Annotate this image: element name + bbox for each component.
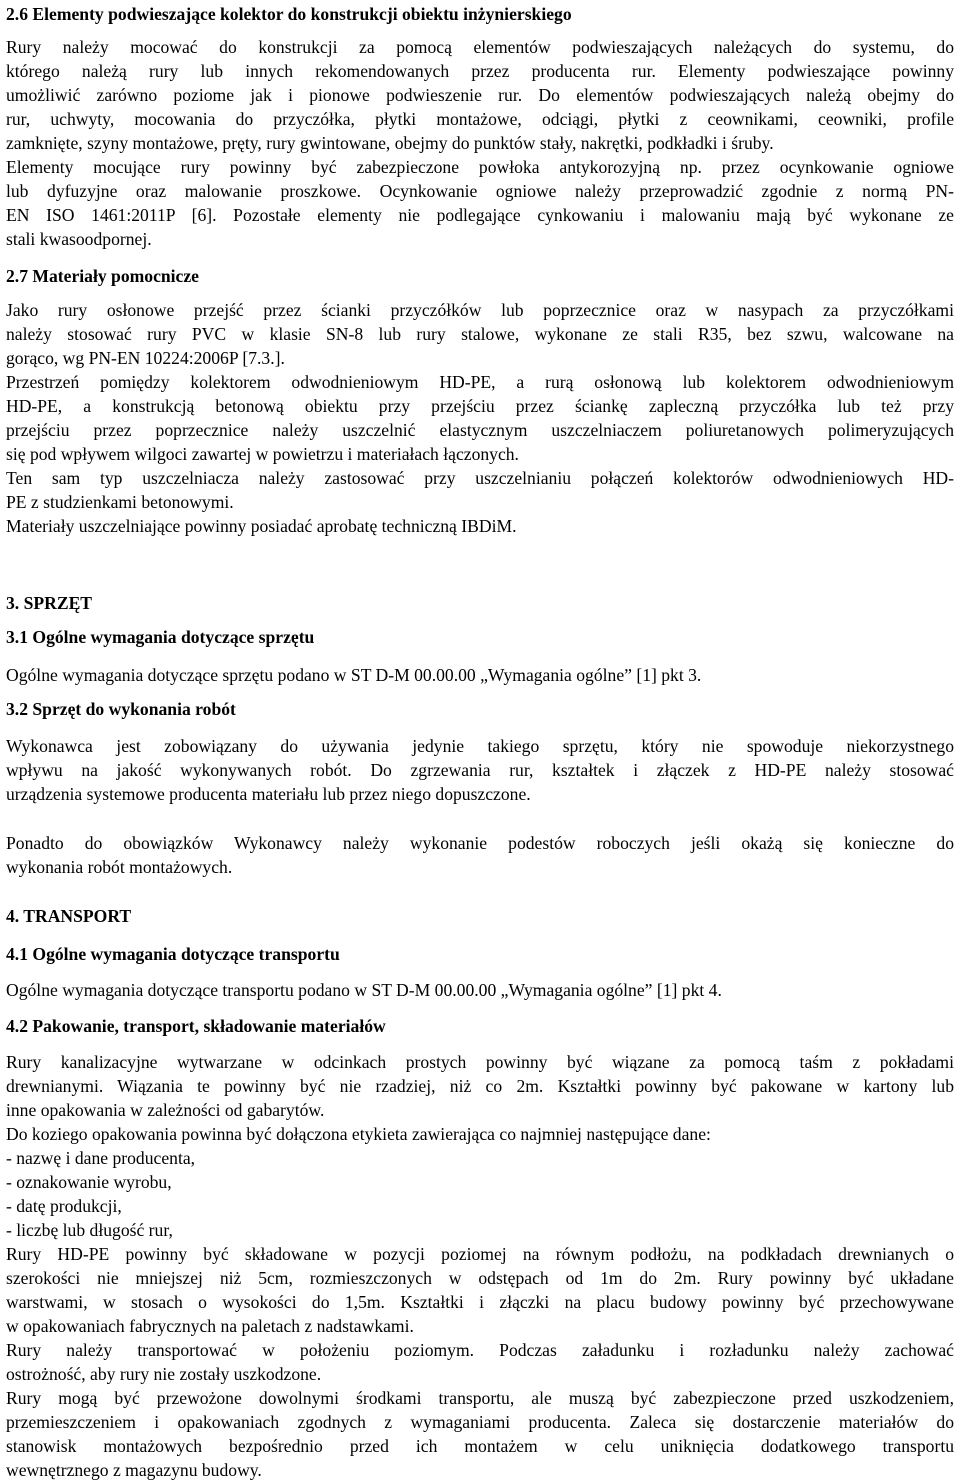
paragraph-line: gorąco, wg PN-EN 10224:2006P [7.3.]. xyxy=(6,348,285,368)
section-heading-4-2: 4.2 Pakowanie, transport, składowanie materiałów xyxy=(6,1016,386,1036)
paragraph-line: warstwami, w stosach o wysokości do 1,5m. Kształtki i złączki na placu budowy powinny być przechowywane xyxy=(6,1292,954,1312)
paragraph-line: Rury należy mocować do konstrukcji za pomocą elementów podwieszających należących do systemu, do xyxy=(6,37,954,57)
list-item: - nazwę i dane producenta, xyxy=(6,1148,196,1168)
paragraph-line: Ogólne wymagania dotyczące transportu podano w ST D-M 00.00.00 „Wymagania ogólne” [1] pkt 4. xyxy=(6,980,722,1000)
paragraph-line: Rury HD-PE powinny być składowane w pozycji poziomej na równym podłożu, na podkładach drewnianych o xyxy=(6,1244,954,1264)
paragraph-line: Elementy mocujące rury powinny być zabezpieczone powłoka antykorozyjną np. przez ocynkowanie ogniowe xyxy=(6,157,954,177)
paragraph-line: Jako rury osłonowe przejść przez ścianki przyczółków lub poprzecznice oraz w nasypach za przyczółkami xyxy=(6,300,954,320)
paragraph-line: Ponadto do obowiązków Wykonawcy należy wykonanie podestów roboczych jeśli okażą się konieczne do xyxy=(6,833,954,853)
paragraph-line: PE z studzienkami betonowymi. xyxy=(6,492,234,512)
paragraph-line: w opakowaniach fabrycznych na paletach z nadstawkami. xyxy=(6,1316,414,1336)
paragraph-line: EN ISO 1461:2011P [6]. Pozostałe elementy nie podlegające cynkowaniu i malowaniu mają być wykonane ze xyxy=(6,205,954,225)
section-heading-3-2: 3.2 Sprzęt do wykonania robót xyxy=(6,699,236,719)
paragraph-line: wpływu na jakość wykonywanych robót. Do zgrzewania rur, kształtek i złączek z HD-PE należy stosować xyxy=(6,760,954,780)
paragraph-line: przemieszczeniem i opakowaniach zgodnych z wymaganiami producenta. Zaleca się dostarczenie materiałów do xyxy=(6,1412,954,1432)
section-heading-3-1: 3.1 Ogólne wymagania dotyczące sprzętu xyxy=(6,627,315,647)
paragraph-line: się pod wpływem wilgoci zawartej w powietrzu i materiałach łączonych. xyxy=(6,444,519,464)
paragraph-line: Materiały uszczelniające powinny posiadać aprobatę techniczną IBDiM. xyxy=(6,516,517,536)
list-item: - datę produkcji, xyxy=(6,1196,122,1216)
paragraph-line: drewnianymi. Wiązania te powinny być nie rzadziej, niż co 2m. Kształtki powinny być pakowane w kartony lub xyxy=(6,1076,954,1096)
paragraph-line: ostrożność, aby rury nie zostały uszkodzone. xyxy=(6,1364,322,1384)
chapter-heading-4: 4. TRANSPORT xyxy=(6,906,132,926)
list-item: - liczbę lub długość rur, xyxy=(6,1220,173,1240)
paragraph-line: stanowisk montażowych bezpośrednio przed ich montażem w celu uniknięcia dodatkowego transportu xyxy=(6,1436,954,1456)
paragraph-line: Wykonawca jest zobowiązany do używania jedynie takiego sprzętu, który nie spowoduje niekorzystnego xyxy=(6,736,954,756)
list-item: - oznakowanie wyrobu, xyxy=(6,1172,172,1192)
paragraph-line: urządzenia systemowe producenta materiału lub przez niego dopuszczone. xyxy=(6,784,531,804)
paragraph-line: lub dyfuzyjne oraz malowanie proszkowe. Ocynkowanie ogniowe należy przeprowadzić zgodnie z normą PN- xyxy=(6,181,954,201)
paragraph-line: należy stosować rury PVC w klasie SN-8 lub rury stalowe, wykonane ze stali R35, bez szwu, walcowane na xyxy=(6,324,954,344)
paragraph-line: zamknięte, szyny montażowe, pręty, rury gwintowane, obejmy do punktów stały, nakrętki, podkładki i śruby. xyxy=(6,133,774,153)
paragraph-line: rur, uchwyty, mocowania do przyczółka, płytki montażowe, odciągi, płytki z ceownikami, ceowniki, profile xyxy=(6,109,954,129)
paragraph-line: którego należą rury lub innych rekomendowanych przez producenta rur. Elementy podwieszające powinny xyxy=(6,61,954,81)
paragraph-line: Rury mogą być przewożone dowolnymi środkami transportu, ale muszą być zabezpieczone przed uszkodzeniem, xyxy=(6,1388,954,1408)
paragraph-line: umożliwić zarówno poziome jak i pionowe podwieszenie rur. Do elementów podwieszających należą obejmy do xyxy=(6,85,954,105)
section-heading-2-7: 2.7 Materiały pomocnicze xyxy=(6,266,199,286)
paragraph-line: wewnętrznego z magazynu budowy. xyxy=(6,1460,262,1480)
paragraph-line: szerokości nie mniejszej niż 5cm, rozmieszczonych w odstępach od 1m do 2m. Rury powinny być układane xyxy=(6,1268,954,1288)
paragraph-line: Do koziego opakowania powinna być dołączona etykieta zawierająca co najmniej następujące dane: xyxy=(6,1124,711,1144)
paragraph-line: Przestrzeń pomiędzy kolektorem odwodnieniowym HD-PE, a rurą osłonową lub kolektorem odwodnieniowym xyxy=(6,372,954,392)
paragraph-line: Rury kanalizacyjne wytwarzane w odcinkach prostych powinny być wiązane za pomocą taśm z pokładami xyxy=(6,1052,954,1072)
section-heading-2-6: 2.6 Elementy podwieszające kolektor do konstrukcji obiektu inżynierskiego xyxy=(6,4,572,24)
paragraph-line: Rury należy transportować w położeniu poziomym. Podczas załadunku i rozładunku należy zachować xyxy=(6,1340,954,1360)
chapter-heading-3: 3. SPRZĘT xyxy=(6,593,93,613)
section-heading-4-1: 4.1 Ogólne wymagania dotyczące transportu xyxy=(6,944,340,964)
paragraph-line: wykonania robót montażowych. xyxy=(6,857,233,877)
paragraph-line: przejściu przez poprzecznice należy uszczelnić elastycznym uszczelniaczem poliuretanowych polimeryzujących xyxy=(6,420,954,440)
paragraph-line: Ogólne wymagania dotyczące sprzętu podano w ST D-M 00.00.00 „Wymagania ogólne” [1] pkt 3. xyxy=(6,665,702,685)
paragraph-line: Ten sam typ uszczelniacza należy zastosować przy uszczelnianiu połączeń kolektorów odwodnieniowych HD- xyxy=(6,468,954,488)
paragraph-line: inne opakowania w zależności od gabarytów. xyxy=(6,1100,325,1120)
paragraph-line: stali kwasoodpornej. xyxy=(6,229,152,249)
paragraph-line: HD-PE, a konstrukcją betonową obiektu przy przejściu przez ściankę zapleczną przyczółka lub też przy xyxy=(6,396,954,416)
